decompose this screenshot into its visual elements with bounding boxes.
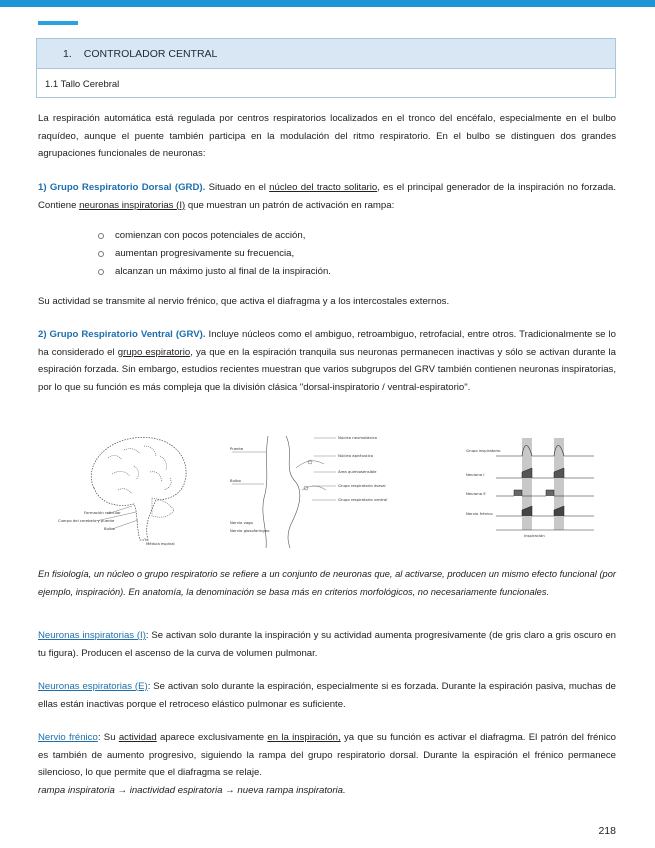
diagram-label-neumotaxico: Núcleo neumotáxico	[338, 435, 377, 440]
list-item: comienzan con pocos potenciales de acción,	[98, 227, 331, 245]
brain-label-bulbo: Bulbo	[104, 526, 115, 531]
en-la-inspiracion-underlined: en la inspiración,	[267, 732, 341, 743]
brain-figure	[52, 428, 212, 550]
grd-after-paragraph: Su actividad se transmite al nervio frénico, que activa el diafragma y a los intercostales externos.	[38, 296, 450, 307]
section-header	[37, 39, 615, 69]
brain-label-medula: Médula espinal	[146, 541, 175, 546]
actividad-underlined: actividad	[118, 732, 157, 743]
figure-caption: En fisiología, un núcleo o grupo respiratorio se refiere a un conjunto de neuronas que, al activarse, producen un mismo efecto funcional (por ejemplo, inspiración). En anatomía, la denominación se basa más en criterios morfológicos, no necesariamente funcionales.	[38, 569, 616, 597]
neuronas-espiratorias-paragraph: Neuronas espiratorias (E): Se activan solo durante la espiración, especialmente si es forzada. Durante la espiración pasiva, muchas de ellas están inactivas porque el retroceso elástico pulmonar es suficiente.	[38, 681, 616, 710]
diagram-label-quimiosensible: Área quimiosensible	[338, 469, 377, 474]
grupo-espiratorio-link[interactable]: grupo espiratorio	[117, 346, 191, 358]
diagram-label-grv: Grupo respiratorio ventral	[338, 497, 388, 502]
nervio-frenico-term[interactable]: Nervio frénico	[38, 732, 98, 743]
diagram-label-glosofaringeo: Nervio glosofaríngeo	[230, 528, 270, 533]
activity-traces-figure	[466, 428, 606, 550]
list-item: alcanzan un máximo justo al final de la inspiración.	[98, 263, 331, 281]
section-title: CONTROLADOR CENTRAL	[83, 47, 218, 60]
page-number: 218	[598, 825, 616, 837]
neuronas-espiratorias-term[interactable]: Neuronas espiratorias (E)	[38, 681, 148, 692]
diagram-label-apneustico: Núcleo apnéustico	[338, 453, 374, 458]
neuronas-inspiratorias-paragraph: Neuronas inspiratorias (I): Se activan solo durante la inspiración y su actividad aumenta progresivamente (de gris claro a gris oscuro en tu figura). Producen el ascenso de la curva de volumen pulmonar.	[38, 630, 616, 659]
section-box	[36, 38, 616, 98]
nucleo-tracto-solitario-link[interactable]: núcleo del tracto solitario	[269, 182, 378, 193]
top-accent-bar	[0, 0, 655, 7]
section-number: 1.	[63, 47, 72, 60]
brain-label-formacion-reticular: Formación reticular	[84, 510, 121, 515]
trace-label-neurona-e: Neurona E	[466, 491, 486, 496]
accent-dash	[38, 21, 78, 25]
intro-paragraph: La respiración automática está regulada por centros respiratorios localizados en el tronco del encéfalo, especialmente en el bulbo raquídeo, aunque el puente también participa en la modulación del ritmo respiratorio. En el bulbo se distinguen dos grandes agrupaciones funcionales de neuronas:	[38, 113, 616, 160]
diagram-label-bulbo: Bulbo	[230, 478, 241, 483]
nervio-frenico-paragraph: Nervio frénico: Su actividad aparece exclusivamente en la inspiración, ya que su función es activar el diafragma. El patrón del frénico es también de aumento progresivo, siguiendo la rampa del grupo respiratorio dorsal. Durante la espiración el frénico permanece silencioso, lo que permite que el diafragma se relaje. rampa inspiratoria → inactividad espiratoria → nueva rampa inspiratoria.	[38, 732, 616, 796]
diagram-label-vago: Nervio vago	[230, 520, 253, 525]
grv-paragraph: 2) Grupo Respiratorio Ventral (GRV). Incluye núcleos como el ambiguo, retroambiguo, retrofacial, entre otros. Tradicionalmente se lo ha considerado el grupo espiratorio, ya que en la espiración tranquila sus neuronas permanecen inactivas y sólo se activan durante la espiración forzada. Sin embargo, estudios recientes muestran que varios subgrupos del GRV también contienen neuronas inspiratorias, por lo que su función es más compleja que la división clásica "dorsal-inspiratorio / ventral-espiratorio".	[38, 329, 616, 393]
trace-label-inspiracion: Inspiración	[524, 533, 545, 538]
diagram-label-grd: Grupo respiratorio dorsal	[338, 483, 386, 488]
grd-paragraph: 1) Grupo Respiratorio Dorsal (GRD). Situado en el núcleo del tracto solitario, es el principal generador de la inspiración no forzada. Contiene neuronas inspiratorias (I) que muestran un patrón de activación en rampa:	[38, 182, 616, 211]
trace-label-nervio-frenico: Nervio frénico	[466, 511, 493, 516]
list-item: aumentan progresivamente su frecuencia,	[98, 245, 331, 263]
brainstem-diagram-figure	[224, 428, 404, 550]
grd-title: 1) Grupo Respiratorio Dorsal (GRD).	[38, 182, 206, 193]
trace-label-neurona-i: Neurona I	[466, 472, 485, 477]
neuronas-inspiratorias-term[interactable]: Neuronas inspiratorias (I)	[38, 630, 146, 641]
diagram-label-puente: Puente	[230, 446, 244, 451]
section-subtitle: 1.1 Tallo Cerebral	[45, 78, 120, 90]
trace-label-grupo-inspiratorio: Grupo inspiratorio	[466, 448, 501, 453]
brain-label-cerebelo-puente: Cuerpo del cerebelo y puente	[58, 518, 115, 523]
sequence-line: rampa inspiratoria → inactividad espiratoria → nueva rampa inspiratoria.	[38, 784, 346, 796]
grv-title: 2) Grupo Respiratorio Ventral (GRV).	[38, 329, 206, 340]
neuronas-inspiratorias-link[interactable]: neuronas inspiratorias (I)	[79, 199, 186, 211]
grd-bullet-list	[98, 227, 331, 281]
